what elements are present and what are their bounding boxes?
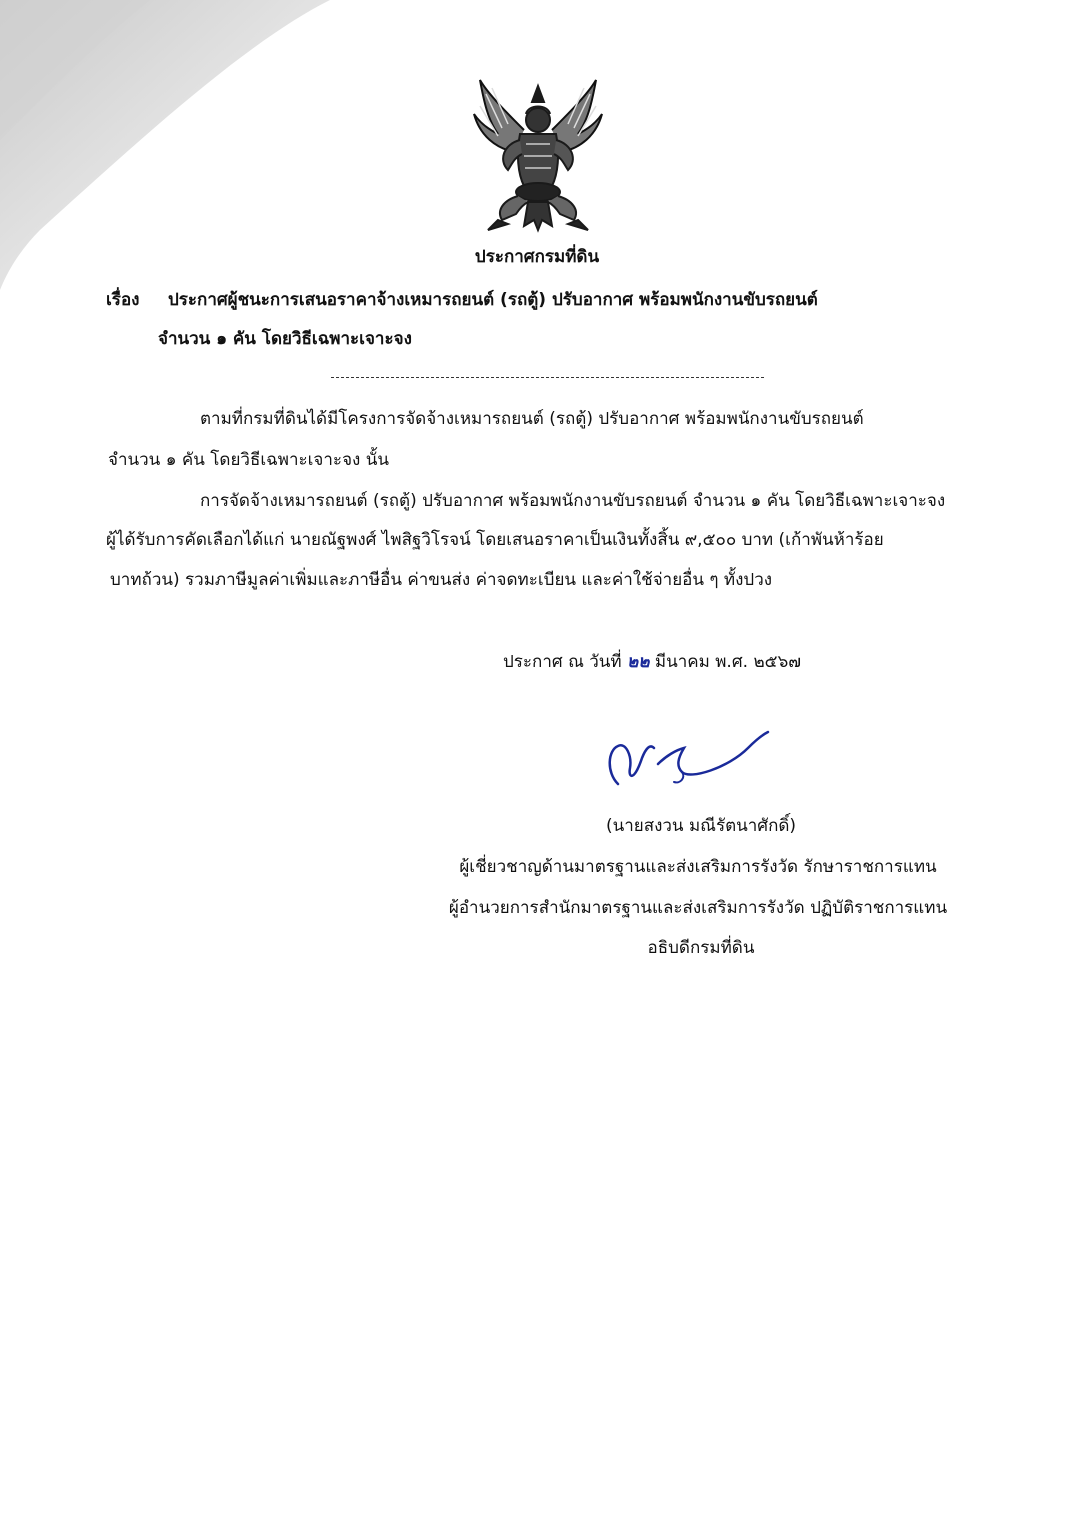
- signatory-position-line-2: ผู้อำนวยการสำนักมาตรฐานและส่งเสริมการรังวัด ปฏิบัติราชการแทน: [448, 898, 948, 918]
- date-prefix: ประกาศ ณ วันที่: [503, 652, 622, 672]
- paragraph-2-line-1: การจัดจ้างเหมารถยนต์ (รถตู้) ปรับอากาศ พร้อมพนักงานขับรถยนต์ จำนวน ๑ คัน โดยวิธีเฉพาะเจาะจง: [200, 491, 946, 511]
- paragraph-2-line-2: ผู้ได้รับการคัดเลือกได้แก่ นายณัฐพงศ์ ไพสิฐวิโรจน์ โดยเสนอราคาเป็นเงินทั้งสิ้น ๙,๕๐๐ บาท (เก้าพันห้าร้อย: [106, 530, 884, 550]
- signatory-position-line-3: อธิบดีกรมที่ดิน: [647, 938, 755, 958]
- paragraph-2-line-3: บาทถ้วน) รวมภาษีมูลค่าเพิ่มและภาษีอื่น ค่าขนส่ง ค่าจดทะเบียน และค่าใช้จ่ายอื่น ๆ ทั้งปวง: [110, 570, 773, 590]
- handwritten-signature: [598, 728, 770, 790]
- separator-rule: [331, 377, 764, 378]
- page-title: ประกาศกรมที่ดิน: [474, 247, 600, 267]
- signatory-position-line-1: ผู้เชี่ยวชาญด้านมาตรฐานและส่งเสริมการรังวัด รักษาราชการแทน: [459, 857, 937, 877]
- subject-line-1: ประกาศผู้ชนะการเสนอราคาจ้างเหมารถยนต์ (รถตู้) ปรับอากาศ พร้อมพนักงานขับรถยนต์: [168, 290, 818, 310]
- signatory-name: (นายสงวน มณีรัตนาศักดิ์): [605, 816, 797, 836]
- garuda-emblem-icon: [468, 74, 608, 236]
- date-month-year: มีนาคม พ.ศ. ๒๕๖๗: [654, 652, 802, 672]
- subject-line-2: จำนวน ๑ คัน โดยวิธีเฉพาะเจาะจง: [158, 329, 412, 349]
- date-day: ๒๒: [627, 652, 650, 672]
- paragraph-1-line-2: จำนวน ๑ คัน โดยวิธีเฉพาะเจาะจง นั้น: [108, 450, 389, 470]
- announcement-date: [503, 651, 801, 673]
- paragraph-1-line-1: ตามที่กรมที่ดินได้มีโครงการจัดจ้างเหมารถยนต์ (รถตู้) ปรับอากาศ พร้อมพนักงานขับรถยนต์: [200, 409, 864, 429]
- subject-label: เรื่อง: [106, 290, 140, 310]
